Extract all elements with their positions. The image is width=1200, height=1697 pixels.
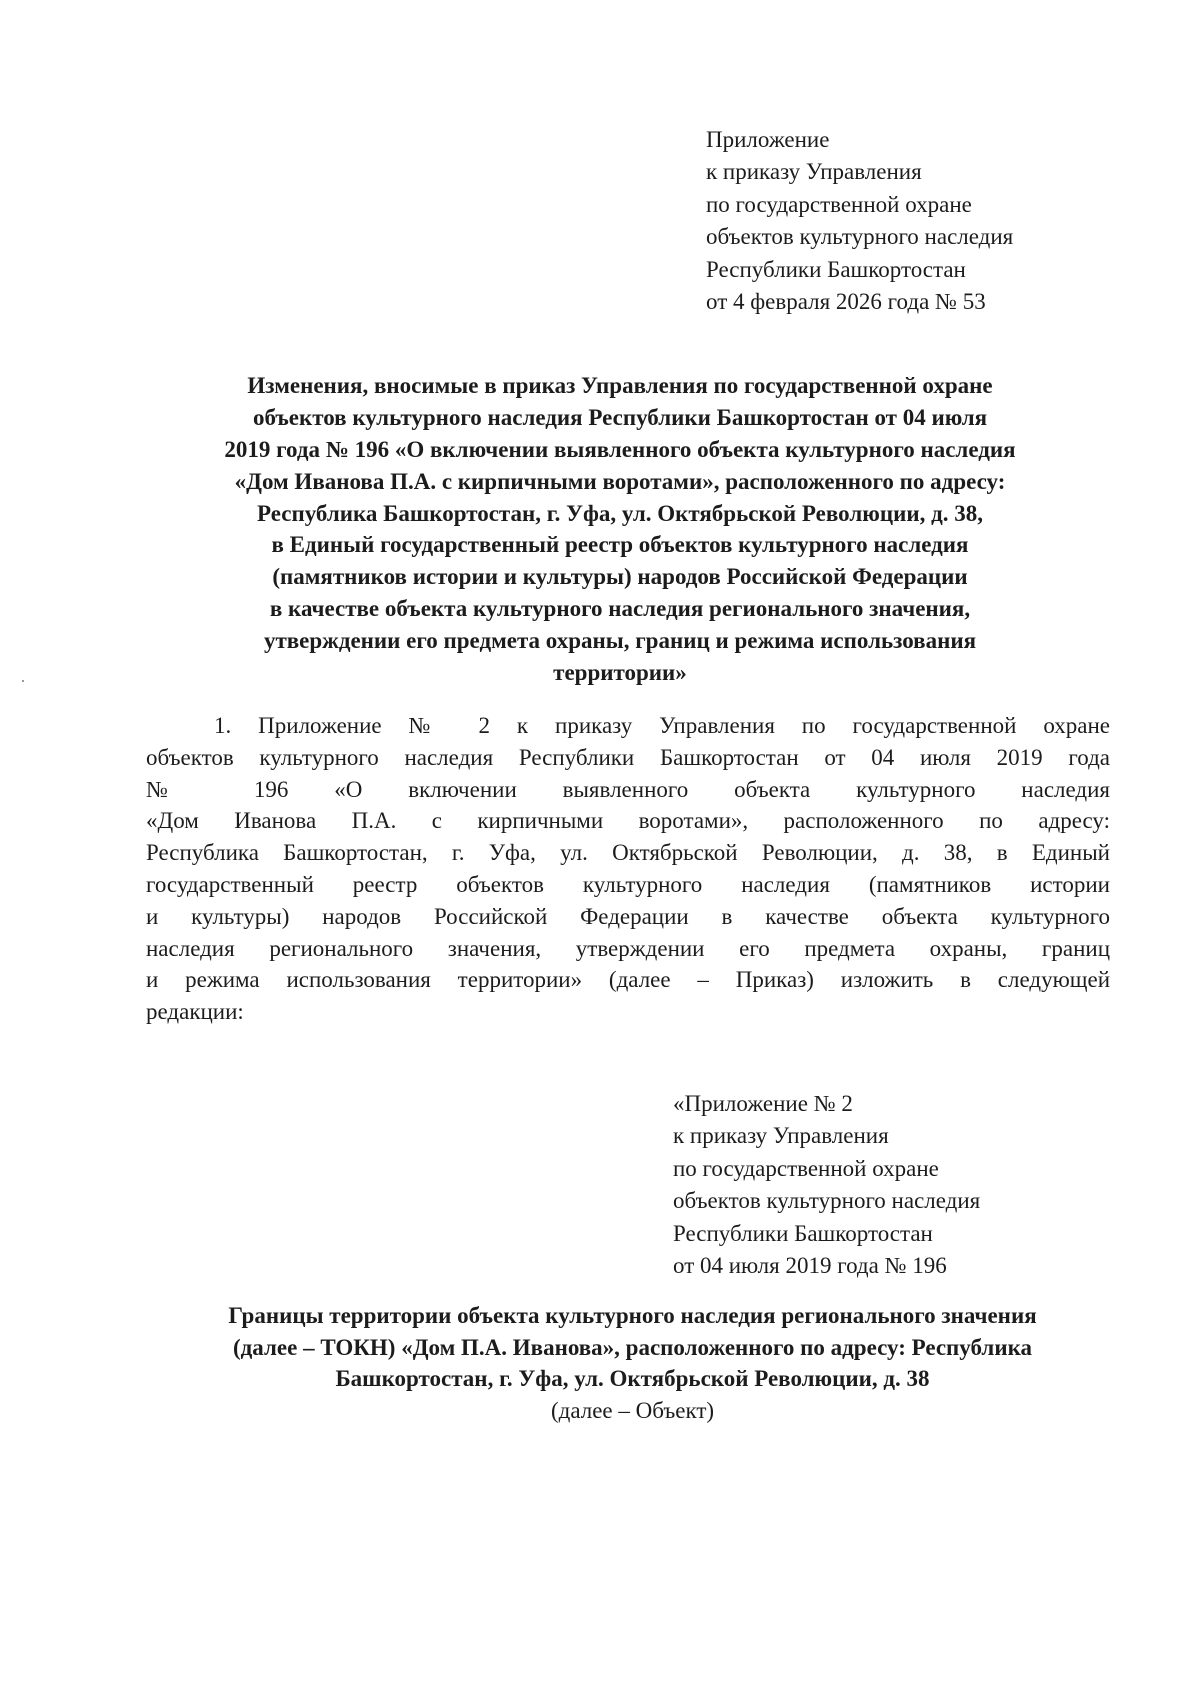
paragraph-line: и культуры) народов Российской Федерации в качестве объекта культурного	[146, 903, 1110, 929]
appendix-header-line: Приложение	[706, 127, 830, 152]
title-line: (памятников истории и культуры) народов Российской Федерации	[272, 564, 968, 590]
appendix-header-line: Республики Башкортостан	[706, 256, 966, 282]
appendix2-header	[673, 1088, 980, 1282]
boundaries-title	[140, 1300, 1125, 1426]
paragraph-line: государственный реестр объектов культурного наследия (памятников истории	[146, 871, 1110, 897]
title-line: объектов культурного наследия Республики Башкортостан от 04 июля	[252, 404, 988, 430]
body-paragraph-1	[146, 710, 1110, 1028]
boundaries-title-line: (далее – ТОКН) «Дом П.А. Иванова», расположенного по адресу: Республика	[233, 1334, 1032, 1360]
paragraph-line: наследия регионального значения, утверждении его предмета охраны, границ	[146, 935, 1110, 961]
appendix2-header-line: от 04 июля 2019 года № 196	[673, 1252, 947, 1278]
paragraph-line: 1. Приложение № 2 к приказу Управления по государственной охране	[214, 713, 1110, 738]
scan-artifact-dot	[22, 680, 24, 682]
appendix-header	[706, 124, 1013, 318]
paragraph-line: № 196 «О включении выявленного объекта культурного наследия	[146, 776, 1110, 802]
title-line: Изменения, вносимые в приказ Управления по государственной охране	[247, 373, 993, 398]
title-line: в Единый государственный реестр объектов культурного наследия	[271, 532, 969, 558]
appendix2-header-line: «Приложение № 2	[673, 1091, 853, 1116]
boundaries-title-line: Башкортостан, г. Уфа, ул. Октябрьской Революции, д. 38	[335, 1366, 930, 1392]
paragraph-line: Республика Башкортостан, г. Уфа, ул. Октябрьской Революции, д. 38, в Единый	[146, 840, 1110, 866]
appendix2-header-line: объектов культурного наследия	[673, 1188, 981, 1214]
appendix-header-line: к приказу Управления	[706, 159, 922, 185]
appendix-header-line: по государственной охране	[706, 191, 972, 217]
paragraph-line: редакции:	[146, 999, 244, 1025]
title-line: Республика Башкортостан, г. Уфа, ул. Октябрьской Революции, д. 38,	[257, 500, 983, 526]
title-line: утверждении его предмета охраны, границ и режима использования	[263, 628, 977, 654]
appendix2-header-line: по государственной охране	[673, 1155, 939, 1181]
boundaries-title-line: Границы территории объекта культурного наследия регионального значения	[228, 1303, 1037, 1328]
appendix-header-line: от 4 февраля 2026 года № 53	[706, 288, 986, 314]
title-line: 2019 года № 196 «О включении выявленного объекта культурного наследия	[224, 436, 1016, 462]
paragraph-line: объектов культурного наследия Республики Башкортостан от 04 июля 2019 года	[146, 744, 1110, 770]
title-line: «Дом Иванова П.А. с кирпичными воротами», расположенного по адресу:	[234, 468, 1006, 494]
document-title	[150, 370, 1090, 689]
paragraph-line: «Дом Иванова П.А. с кирпичными воротами», расположенного по адресу:	[146, 808, 1110, 834]
appendix-header-line: объектов культурного наследия	[706, 224, 1014, 250]
paragraph-line: и режима использования территории» (далее – Приказ) изложить в следующей	[146, 967, 1110, 993]
title-line: территории»	[553, 660, 687, 686]
appendix2-header-line: к приказу Управления	[673, 1123, 889, 1149]
title-line: в качестве объекта культурного наследия регионального значения,	[269, 596, 971, 622]
appendix2-header-line: Республики Башкортостан	[673, 1220, 933, 1246]
boundaries-title-line: (далее – Объект)	[550, 1397, 715, 1423]
